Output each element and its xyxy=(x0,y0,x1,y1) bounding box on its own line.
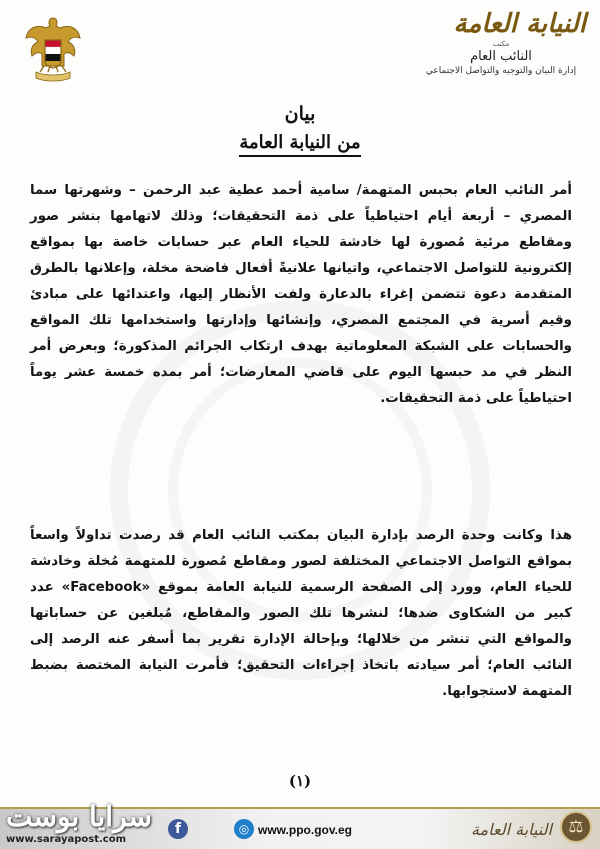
statement-subtitle-text: من النيابة العامة xyxy=(239,132,360,157)
globe-icon[interactable]: ◎ xyxy=(234,819,254,839)
egypt-eagle-emblem xyxy=(24,14,82,88)
page-number: (١) xyxy=(288,772,312,790)
statement-title: بيان xyxy=(284,103,316,125)
footer-org-name: النيابة العامة xyxy=(470,820,552,839)
department-name: إدارة البيان والتوجيه والتواصل الاجتماعي xyxy=(425,66,577,77)
office-label: مكتب xyxy=(492,39,510,48)
letterhead xyxy=(416,10,586,76)
website-link[interactable]: www.ppo.gov.eg xyxy=(258,823,352,837)
statement-subtitle xyxy=(0,132,600,153)
office-name: النائب العام xyxy=(470,48,532,64)
scales-of-justice-icon xyxy=(560,811,592,843)
footer xyxy=(0,797,600,849)
facebook-icon[interactable]: f xyxy=(168,819,188,839)
org-title: النيابة العامة xyxy=(453,9,586,39)
paragraph-1: أمر النائب العام بحبس المتهمة/ سامية أحمد عطية عبد الرحمن – وشهرتها سما المصري – أربعة أيام احتياطياً على ذمة التحقيقات؛ وذلك لاتهامها بنشر صور ومقاطع مرئية مُصورة لها خادشة للحياء العام عبر حسابات خاصة بها بمواقع إلكترونية للتواصل الاجتماعي، واتيانها علانيةً أفعال فاضحة مخلة، وإعلانها بالطرق المتقدمة دعوة تتضمن إغراء بالدعارة ولفت الأنظار إليها، واعتدائها على مبادئ وقيم أسرية في المجتمع المصري، وإنشائها وإدارتها واستخدامها تلك المواقع والحسابات على الشبكة المعلوماتية بهدف ارتكاب الجرائم المذكورة؛ وبعرض أمر النظر في مد حبسها اليوم على قاضي المعارضات؛ أمر بمده خمسة عشر يوماً احتياطياً على ذمة التحقيقات. xyxy=(30,183,572,406)
brand-watermark: سرايا بوست xyxy=(6,800,152,833)
brand-url: www.sarayapost.com xyxy=(6,834,126,845)
paragraph-2: هذا وكانت وحدة الرصد بإدارة البيان بمكتب النائب العام قد رصدت تداولاً واسعاً بمواقع التواصل الاجتماعي المختلفة لصور ومقاطع مُصورة للمتهمة مُخلة وخادشة للحياء العام، وورد إلى الصفحة الرسمية للنيابة العامة بموقع «Facebook» عدد كبير من الشكاوى ضدها؛ لنشرها تلك الصور والمقاطع، مُبلغين عن حساباتها والمواقع التي تنشر من خلالها؛ وبإحالة الإدارة تقرير بما أسفر عنه الرصد إلى النائب العام؛ أمر سيادته باتخاذ إجراءات التحقيق؛ فأمرت النيابة المختصة بضبط المتهمة لاستجوابها. xyxy=(30,528,572,699)
